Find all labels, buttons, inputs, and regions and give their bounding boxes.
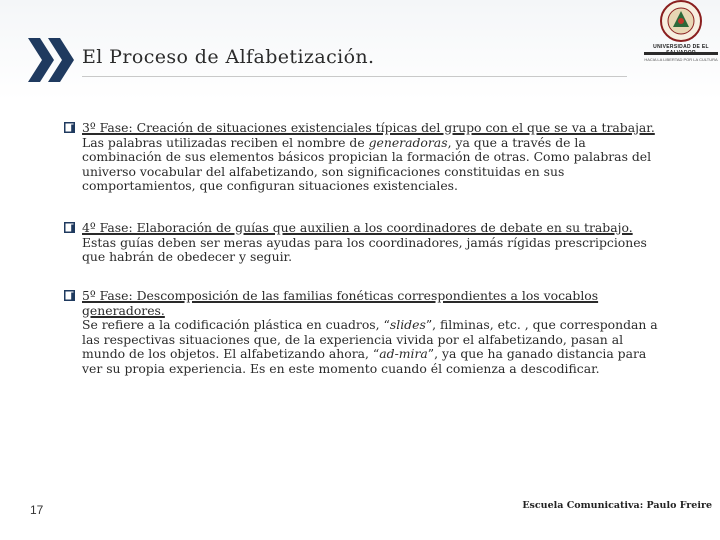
description-text: , ya que a través de la combinación de sus elementos básicos propician la formación de otras. Como palabras del universo vocabular del alfabetizando, son significaciones constituidas en sus comportamientos, que configuran situaciones existenciales. [82, 134, 652, 194]
description-text: Se refiere a la codificación plástica en cuadros, “ [82, 317, 390, 333]
checkbox-bullet-icon [64, 290, 75, 301]
checkbox-bullet-icon [64, 222, 75, 233]
list-item [64, 289, 664, 377]
logo-name: UNIVERSIDAD DE EL [653, 44, 709, 50]
slide-header [0, 0, 720, 100]
title-divider [82, 76, 627, 77]
page-number: 17 [30, 503, 44, 517]
logo-bar [644, 52, 718, 55]
phase-description [82, 136, 664, 194]
university-logo [642, 0, 720, 66]
list-item [64, 121, 664, 194]
description-term: ad-mira [379, 346, 428, 362]
logo-subtitle: HACIA LA LIBERTAD POR LA CULTURA [644, 57, 718, 62]
slide-title: El Proceso de Alfabetización. [82, 46, 375, 68]
phase-description [82, 318, 664, 376]
description-text: ”, filminas, etc. , que correspondan a las respectivas situaciones que, de la experiencia vivida por el alfabetizando, pasan al mundo de los objetos. El alfabetizando ahora, “ [82, 317, 658, 362]
description-text: Las palabras utilizadas reciben el nombre de [82, 134, 369, 150]
phase-heading: 3º Fase: Creación de situaciones existenciales típicas del grupo con el que se va a trabajar. [82, 120, 655, 135]
double-chevron-icon [28, 36, 78, 84]
description-text: ”, ya que ha ganado distancia para ver su propia experiencia. Es en este momento cuando él comienza a descodificar. [82, 346, 647, 376]
phase-heading: 4º Fase: Elaboración de guías que auxilien a los coordinadores de debate en su trabajo. [82, 220, 633, 235]
footer-text: Escuela Comunicativa: Paulo Freire [522, 500, 712, 511]
university-crest-icon [658, 0, 704, 44]
list-item [64, 221, 664, 265]
description-term: slides [389, 317, 426, 333]
checkbox-bullet-icon [64, 122, 75, 133]
phase-description [82, 236, 664, 265]
phase-heading: 5º Fase: Descomposición de las familias fonéticas correspondientes a los vocablos generadores. [82, 288, 599, 318]
description-term: generadoras [368, 134, 448, 150]
description-text: Estas guías deben ser meras ayudas para los coordinadores, jamás rígidas prescripciones que habrán de obedecer y seguir. [82, 234, 647, 265]
